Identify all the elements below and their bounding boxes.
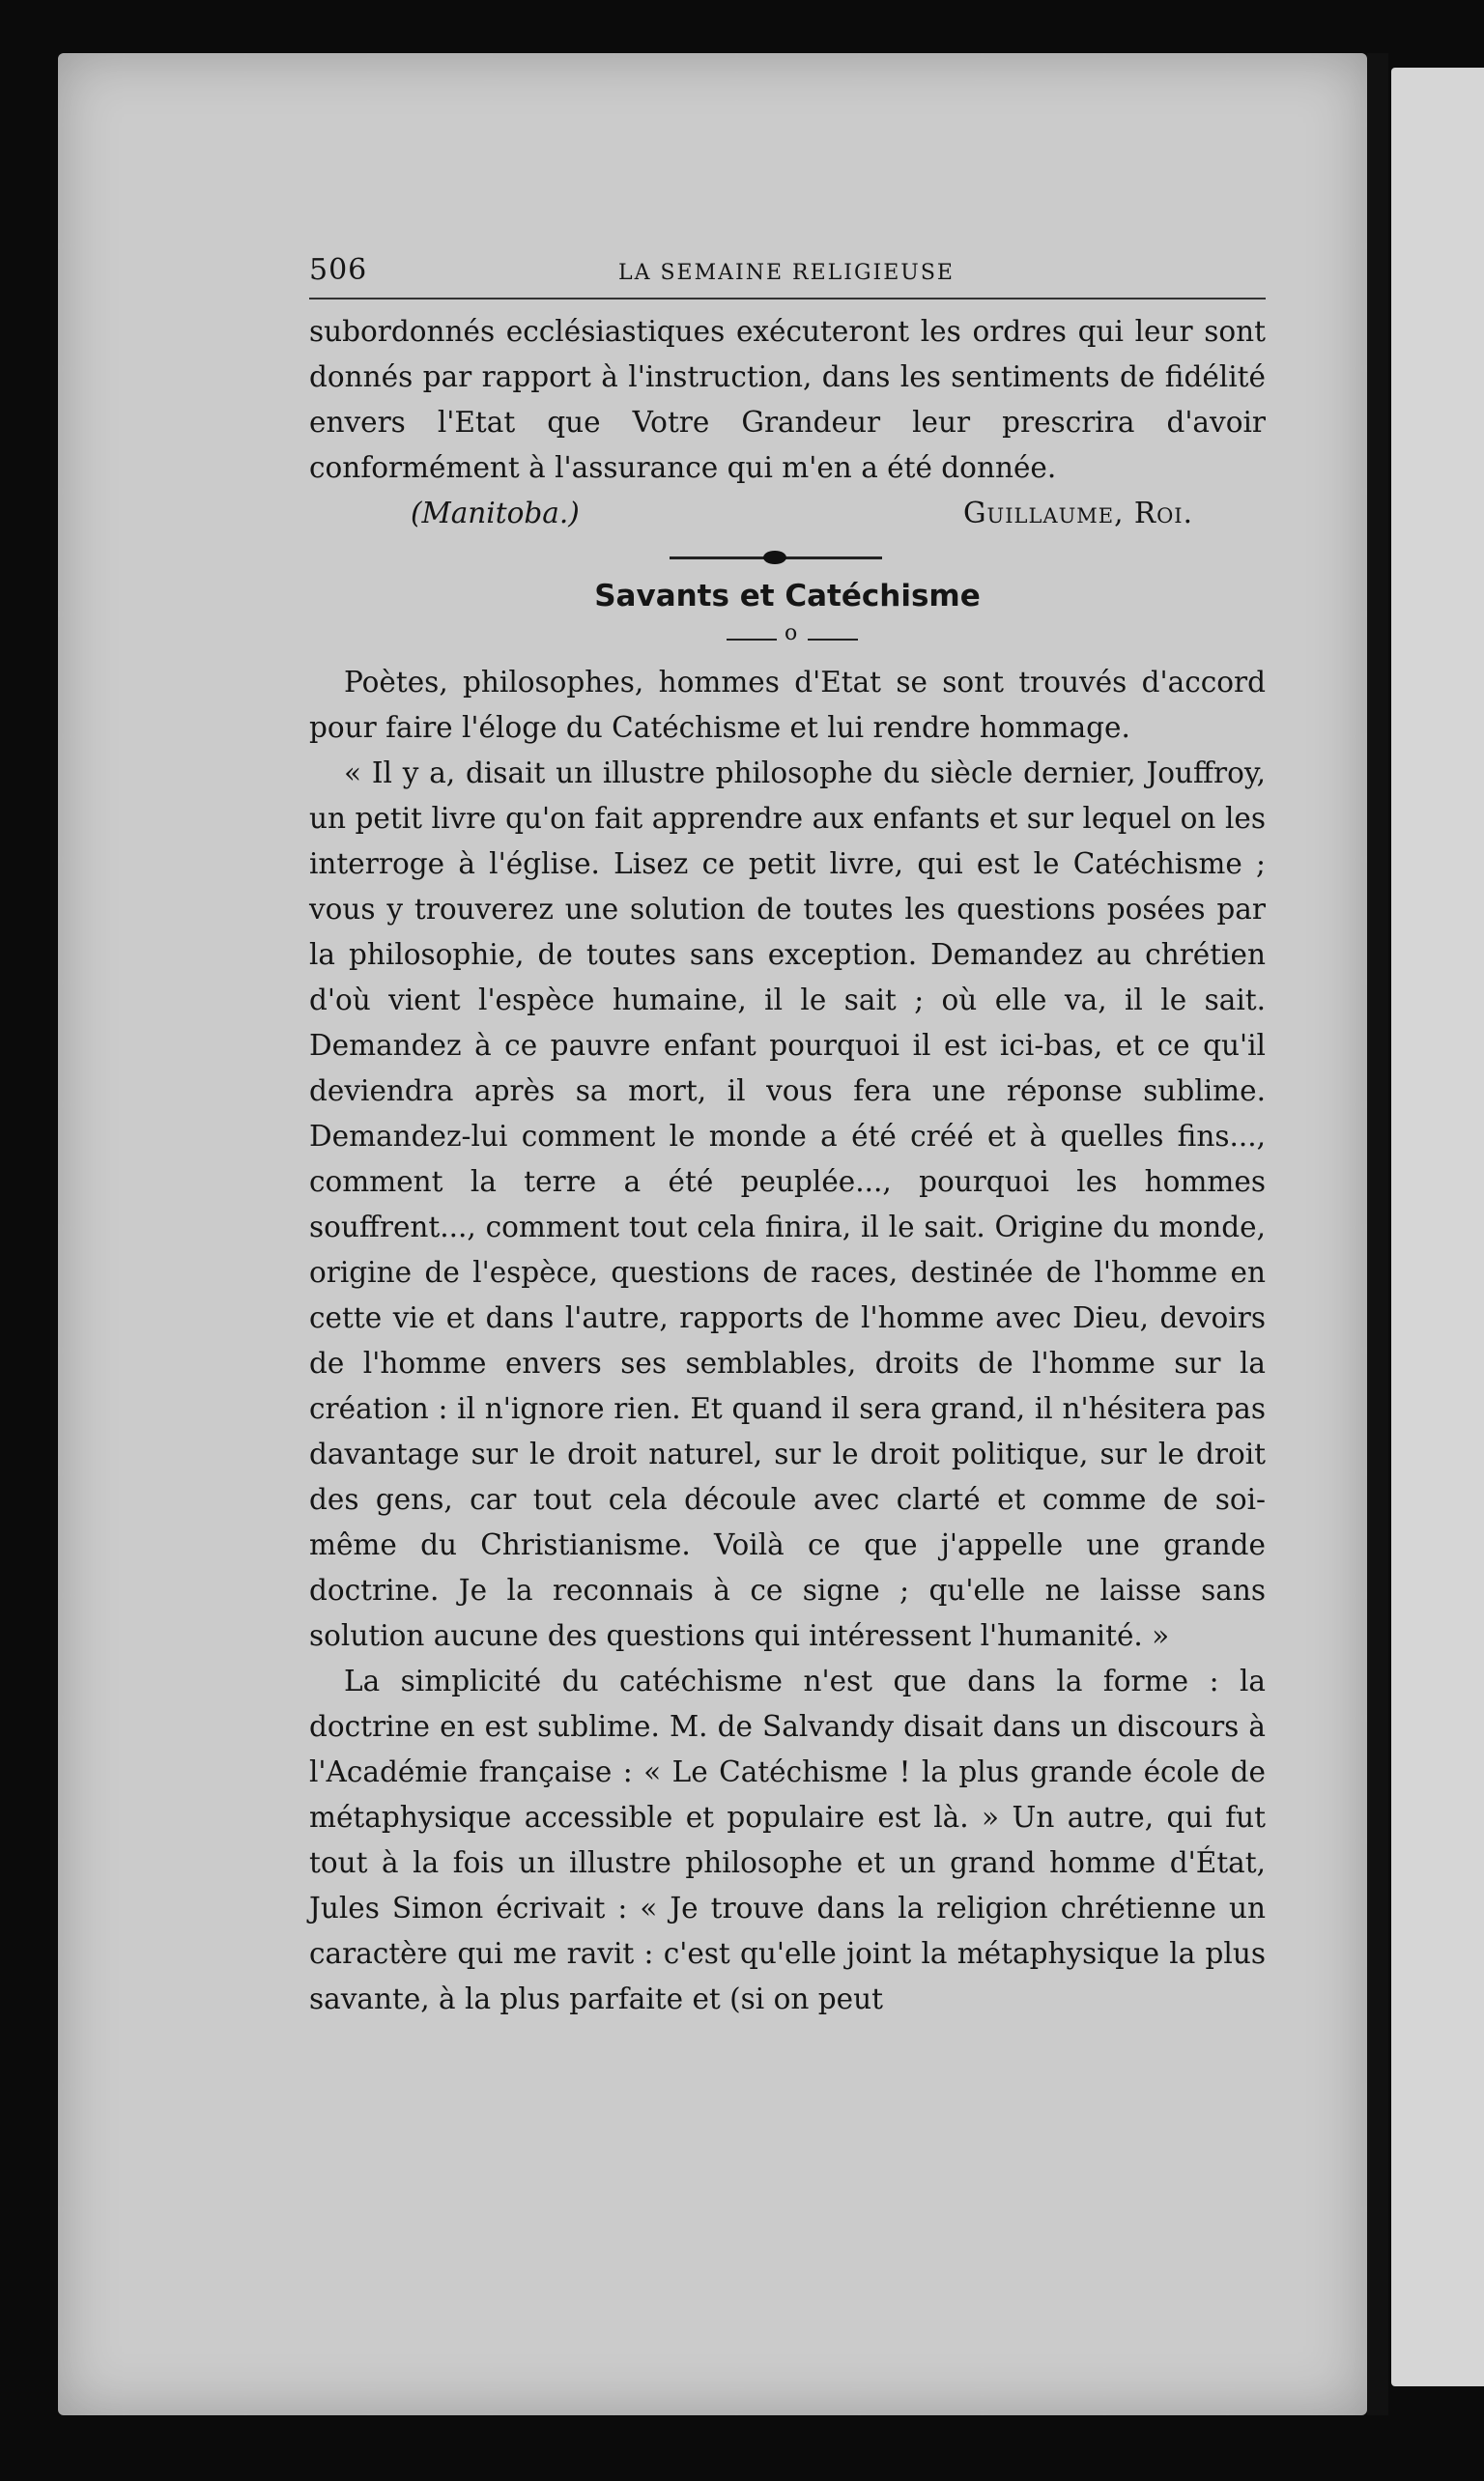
article-paragraph: La simplicité du catéchisme n'est que dans la forme : la doctrine en est sublime. M. de Salvandy disait dans un discours à l'Académie française : « Le Catéchisme ! la plus grande école de métaphysique accessible et populaire est là. » Un autre, qui fut tout à la fois un illustre philosophe et un grand homme d'État, Jules Simon écrivait : « Je trouve dans la religion chrétienne un caractère qui me ravit : c'est qu'elle joint la métaphysique la plus savante, à la plus parfaite et (si on peut [309,1665,1266,2015]
page-number: 506 [309,253,368,287]
article-body [309,660,1266,2022]
letter-closing-paragraph: subordonnés ecclésiastiques exécuteront les ordres qui leur sont donnés par rapport à l'instruction, dans les sentiments de fidélité envers l'Etat que Votre Grandeur leur prescrira d'avoir conformément à l'assurance qui m'en a été donnée. [309,315,1266,484]
section-ornament [309,544,1266,573]
article-paragraph: « Il y a, disait un illustre philosophe du siècle dernier, Jouffroy, un petit livre qu'on fait apprendre aux enfants et sur lequel on les interroge à l'église. Lisez ce petit livre, qui est le Catéchisme ; vous y trouverez une solution de toutes les questions posées par la philosophie, de toutes sans exception. Demandez au chrétien d'où vient l'espèce humaine, il le sait ; où elle va, il le sait. Demandez à ce pauvre enfant pourquoi il est ici-bas, et ce qu'il deviendra après sa mort, il vous fera une réponse sublime. Demandez-lui comment le monde a été créé et à quelles fins..., comment la terre a été peuplée..., pourquoi les hommes souffrent..., comment tout cela finira, il le sait. Origine du monde, origine de l'espèce, questions de races, destinée de l'homme en cette vie et dans l'autre, rapports de l'homme avec Dieu, devoirs de l'homme envers ses semblables, droits de l'homme sur la création : il n'ignore rien. Et quand il sera grand, il n'hésitera pas davantage sur le droit naturel, sur le droit politique, sur le droit des gens, car tout cela découle avec clarté et comme de soi-même du Christianisme. Voilà ce que j'appelle une grande doctrine. Je la reconnais à ce signe ; qu'elle ne laisse sans solution aucune des questions qui intéressent l'humanité. » [309,756,1266,1652]
title-separator [309,619,1266,658]
article-title: Savants et Catéchisme [594,579,981,613]
next-page-edge [1391,68,1484,2386]
ornament-flourish [763,551,786,564]
separator-dash-right [808,639,858,641]
signature-name: Guillaume, Roi. [962,497,1193,529]
page-content [309,249,1266,2022]
article-paragraph: Poètes, philosophes, hommes d'Etat se sont trouvés d'accord pour faire l'éloge du Catéchisme et lui rendre hommage. [309,666,1266,744]
separator-mark: o [785,621,798,645]
signature-place: (Manitoba.) [411,497,580,529]
journal-title: LA SEMAINE RELIGIEUSE [618,261,955,285]
separator-dash-left [727,639,777,641]
running-head [309,249,1266,299]
page-gutter [1367,53,1388,2415]
letter-signature-line [309,491,1266,536]
